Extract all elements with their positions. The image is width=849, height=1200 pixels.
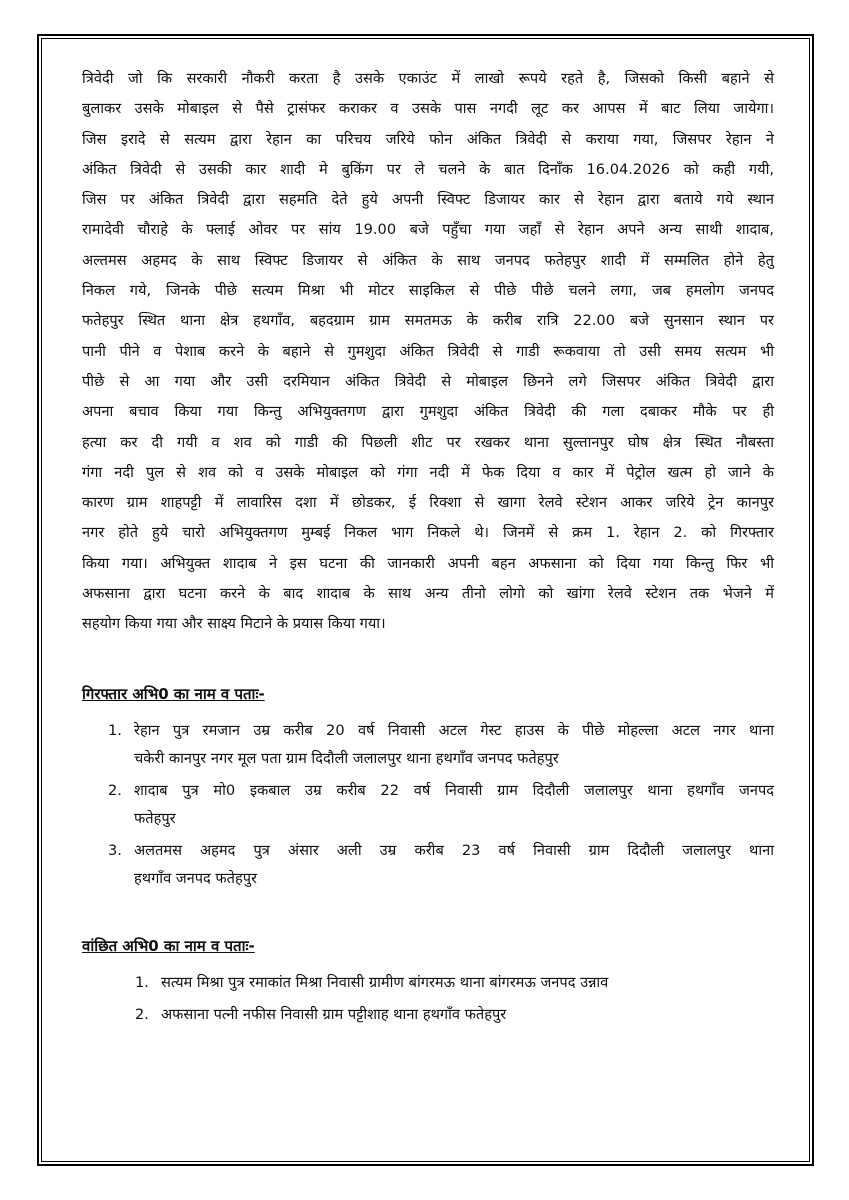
wanted-item	[135, 1001, 635, 1029]
list-text-line: सत्यम मिश्रा पुत्र रमाकांत मिश्रा निवासी ग्रामीण बांगरमऊ थाना बांगरमऊ जनपद उन्नाव	[161, 973, 609, 991]
list-text-line: अलतमस अहमद पुत्र अंसार अली उम्र करीब 23 वर्ष निवासी ग्राम दिदौली जलालपुर थाना	[134, 841, 774, 859]
wanted-heading: वांछित अभि0 का नाम व पताः-	[82, 936, 255, 955]
list-text-line: चकेरी कानपुर नगर मूल पता ग्राम दिदौली जलालपुर थाना हथगाँव जनपद फतेहपुर	[134, 749, 559, 767]
wanted-item	[135, 969, 635, 997]
narrative-line: त्रिवेदी जो कि सरकारी नौकरी करता है उसके एकाउंट में लाखो रूपये रहते है, जिसको किसी बहाने से	[82, 70, 774, 87]
narrative-line: नगर होते हुये चारो अभियुक्तगण मुम्बई निकल भाग निकले थे। जिनमें से क्रम 1. रेहान 2. को गिरफ्तार	[82, 524, 774, 542]
arrested-list	[108, 717, 774, 893]
arrested-item	[108, 777, 774, 833]
narrative-line: अंकित त्रिवेदी से उसकी कार शादी मे बुकिंग पर ले चलने के बात दिनाँक 16.04.2026 को कही गयी,	[82, 160, 774, 178]
narrative-line: बुलाकर उसके मोबाइल से पैसे ट्रासंफर कराकर व उसके पास नगदी लूट कर आपस में बाट लिया जायेगा।	[82, 100, 774, 118]
list-number: 2.	[135, 1005, 149, 1023]
narrative-line: अपना बचाव किया गया किन्तु अभियुक्तगण द्वारा गुमशुदा अंकित त्रिवेदी की गला दबाकर मौके पर ही	[82, 403, 774, 421]
narrative-line: सहयोग किया गया और साक्ष्य मिटाने के प्रयास किया गया।	[82, 615, 386, 633]
list-text-line: फतेहपुर	[134, 809, 176, 827]
list-text	[134, 777, 774, 833]
list-text-line: हथगाँव जनपद फतेहपुर	[134, 869, 258, 887]
list-text	[161, 1001, 635, 1029]
narrative-line: जिस पर अंकित त्रिवेदी द्वारा सहमति देते हुये अपनी स्विफ्ट डिजायर कार से रेहान द्वारा बताये गये स्थान	[82, 191, 774, 209]
arrested-item	[108, 837, 774, 893]
narrative-line: कारण ग्राम शाहपट्टी में लावारिस दशा में छोडकर, ई रिक्शा से खागा रेलवे स्टेशन आकर जरिये ट्रेन कानपुर	[82, 494, 774, 512]
list-text	[134, 837, 774, 893]
list-number: 1.	[135, 973, 149, 991]
list-text-line: अफसाना पत्नी नफीस निवासी ग्राम पट्टीशाह थाना हथगाँव फतेहपुर	[161, 1005, 507, 1023]
list-number: 1.	[108, 721, 122, 739]
list-text	[134, 717, 774, 773]
arrested-heading: गिरफ्तार अभि0 का नाम व पताः-	[82, 684, 265, 703]
narrative-line: निकल गये, जिनके पीछे सत्यम मिश्रा भी मोटर साइकिल से पीछे पीछे चलने लगा, जब हमलोग जनपद	[82, 282, 774, 300]
document-body	[82, 64, 774, 1033]
narrative-line: किया गया। अभियुक्त शादाब ने इस घटना की जानकारी अपनी बहन अफसाना को दिया गया किन्तु फिर भी	[82, 554, 774, 572]
narrative-line: अफसाना द्वारा घटना करने के बाद शादाब के साथ अन्य तीनो लोगो को खांगा रेलवे स्टेशन तक भेजने में	[82, 585, 774, 603]
narrative-line: फतेहपुर स्थित थाना क्षेत्र हथगाँव, बहदग्राम ग्राम समतमऊ के करीब रात्रि 22.00 बजे सुनसान स्थान पर	[82, 312, 775, 330]
wanted-list	[135, 969, 635, 1029]
narrative-line: जिस इरादे से सत्यम द्वारा रेहान का परिचय जरिये फोन अंकित त्रिवेदी से कराया गया, जिसपर रेहान ने	[82, 130, 774, 148]
narrative-line: रामादेवी चौराहे के फ्लाई ओवर पर सांय 19.00 बजे पहुँचा गया जहाँ से रेहान अपने अन्य साथी शादाब,	[82, 221, 774, 239]
list-number: 2.	[108, 781, 122, 799]
narrative-line: अल्तमस अहमद के साथ स्विफ्ट डिजायर से अंकित के साथ जनपद फतेहपुर शादी में सम्मलित होने हेतु	[82, 251, 774, 269]
list-text-line: रेहान पुत्र रमजान उम्र करीब 20 वर्ष निवासी अटल गेस्ट हाउस के पीछे मोहल्ला अटल नगर थाना	[134, 721, 774, 739]
narrative-line: पानी पीने व पेशाब करने के बहाने से गुमशुदा अंकित त्रिवेदी से गाडी रूकवाया तो उसी समय सत्यम भी	[82, 342, 774, 360]
narrative-line: पीछे से आ गया और उसी दरमियान अंकित त्रिवेदी से मोबाइल छिनने लगे जिसपर अंकित त्रिवेदी द्वारा	[82, 372, 774, 390]
arrested-item	[108, 717, 774, 773]
list-number: 3.	[108, 841, 122, 859]
narrative-line: हत्या कर दी गयी व शव को गाडी की पिछली शीट पर रखकर थाना सुल्तानपुर घोष क्षेत्र स्थित नौबस्ता	[82, 433, 774, 451]
narrative-paragraph	[82, 64, 774, 640]
list-text	[161, 969, 635, 997]
narrative-line: गंगा नदी पुल से शव को व उसके मोबाइल को गंगा नदी में फेक दिया व कार में पेट्रोल खत्म हो जाने के	[82, 463, 774, 481]
list-text-line: शादाब पुत्र मो0 इकबाल उम्र करीब 22 वर्ष निवासी ग्राम दिदौली जलालपुर थाना हथगाँव जनपद	[134, 781, 774, 799]
